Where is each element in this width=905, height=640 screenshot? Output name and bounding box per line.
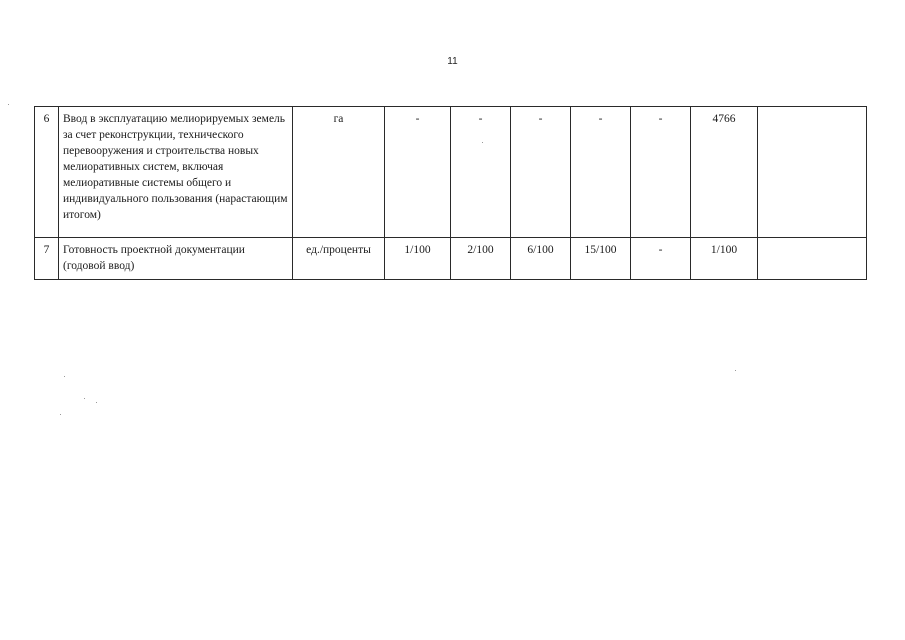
indicator-name-cell: Ввод в эксплуатацию мелиорируемых земель за счет реконструкции, технического перевооружения и строительства новых мелиоративных систем, включая мелиоративные системы общего и индивидуального пользования (нарастающим итогом)	[59, 107, 293, 238]
scan-speck	[60, 414, 61, 415]
scan-speck	[96, 402, 97, 403]
value-cell: 2/100	[451, 238, 511, 280]
value-cell: -	[385, 107, 451, 238]
value-cell: -	[451, 107, 511, 238]
table-row	[35, 238, 867, 280]
value-cell	[758, 107, 867, 238]
scan-speck	[64, 376, 65, 377]
row-number-cell: 6	[35, 107, 59, 238]
unit-cell: га	[293, 107, 385, 238]
value-cell: -	[571, 107, 631, 238]
value-cell: 1/100	[691, 238, 758, 280]
page-number: 11	[447, 56, 458, 67]
value-cell: 15/100	[571, 238, 631, 280]
scan-speck	[84, 398, 85, 399]
value-cell: -	[631, 107, 691, 238]
value-cell	[758, 238, 867, 280]
value-cell: 6/100	[511, 238, 571, 280]
indicators-table	[34, 106, 867, 280]
value-cell: 4766	[691, 107, 758, 238]
table-row	[35, 107, 867, 238]
value-cell: 1/100	[385, 238, 451, 280]
value-cell: -	[631, 238, 691, 280]
indicator-name-cell: Готовность проектной документации (годовой ввод)	[59, 238, 293, 280]
scan-speck	[8, 104, 9, 105]
scan-speck	[482, 142, 483, 143]
value-cell: -	[511, 107, 571, 238]
unit-cell: ед./проценты	[293, 238, 385, 280]
scan-speck	[735, 370, 736, 371]
row-number-cell: 7	[35, 238, 59, 280]
